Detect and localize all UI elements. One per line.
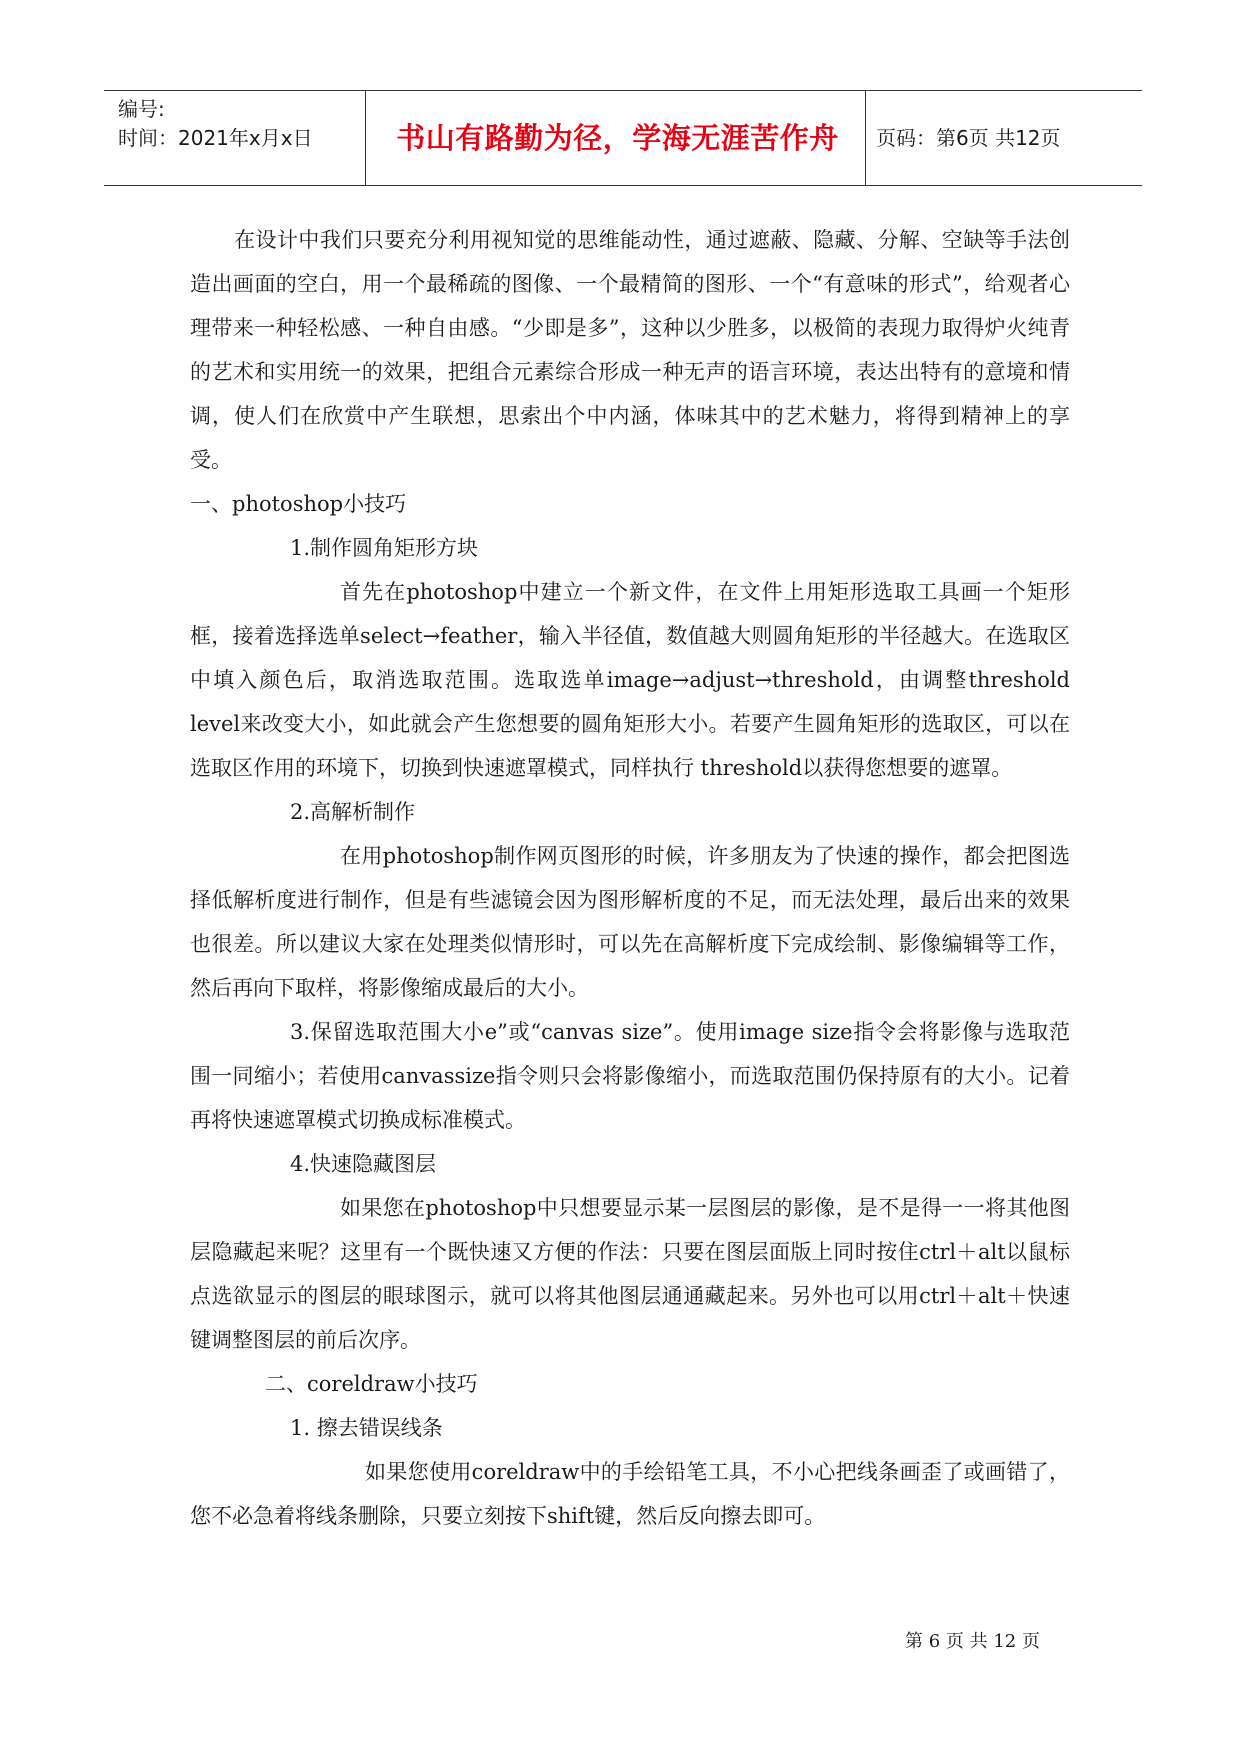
tip-paragraph-keep-selection: 3.保留选取范围大小e”或“canvas size”。使用image size指令会将影像与选取范围一同缩小；若使用canvassize指令则只会将影像缩小，而选取范围仍保持原有的大小。记着再将快速遮罩模式切换成标准模式。 — [190, 1020, 1070, 1132]
tip-heading-hide-layers: 4.快速隐藏图层 — [290, 1152, 437, 1176]
document-time: 时间：2021年x月x日 — [118, 126, 313, 150]
header-divider-right — [865, 91, 866, 185]
header-divider-left — [365, 91, 366, 185]
tip-paragraph-hide-layers: 如果您在photoshop中只想要显示某一层图层的影像，是不是得一一将其他图层隐藏起来呢？这里有一个既快速又方便的作法：只要在图层面版上同时按住ctrl＋alt以鼠标点选欲显示的图层的眼球图示，就可以将其他图层通通藏起来。另外也可以用ctrl＋alt＋快速键调整图层的前后次序。 — [190, 1196, 1070, 1352]
intro-paragraph: 在设计中我们只要充分利用视知觉的思维能动性，通过遮蔽、隐藏、分解、空缺等手法创造出画面的空白，用一个最稀疏的图像、一个最精简的图形、一个“有意味的形式”，给观者心理带来一种轻松感、一种自由感。“少即是多”，这种以少胜多，以极简的表现力取得炉火纯青的艺术和实用统一的效果，把组合元素综合形成一种无声的语言环境，表达出特有的意境和情调，使人们在欣赏中产生联想，思索出个中内涵，体味其中的艺术魅力，将得到精神上的享受。 — [190, 228, 1070, 472]
tip-paragraph-erase-lines: 如果您使用coreldraw中的手绘铅笔工具，不小心把线条画歪了或画错了，您不必急着将线条删除，只要立刻按下shift键，然后反向擦去即可。 — [190, 1460, 1070, 1528]
tip-paragraph-rounded-rect: 首先在photoshop中建立一个新文件，在文件上用矩形选取工具画一个矩形框，接着选择选单select→feather，输入半径值，数值越大则圆角矩形的半径越大。在选取区中填入颜色后，取消选取范围。选取选单image→adjust→threshold，由调整threshold level来改变大小，如此就会产生您想要的圆角矩形大小。若要产生圆角矩形的选取区，可以在选取区作用的环境下，切换到快速遮罩模式，同样执行 threshold以获得您想要的遮罩。 — [190, 580, 1070, 780]
header-motto: 书山有路勤为径，学海无涯苦作舟 — [396, 121, 839, 155]
section-heading-photoshop: 一、photoshop小技巧 — [190, 492, 407, 516]
document-body — [190, 218, 1070, 1538]
header-page-code: 页码：第6页 共12页 — [876, 126, 1061, 150]
header-meta — [118, 95, 368, 153]
tip-heading-rounded-rect: 1.制作圆角矩形方块 — [290, 536, 479, 560]
tip-heading-erase-lines: 1. 擦去错误线条 — [290, 1416, 443, 1440]
section-heading-coreldraw: 二、coreldraw小技巧 — [265, 1372, 478, 1396]
document-number-label: 编号: — [118, 97, 165, 121]
page-header — [104, 90, 1142, 186]
tip-heading-high-resolution: 2.高解析制作 — [290, 800, 416, 824]
page-footer: 第 6 页 共 12 页 — [905, 1631, 1040, 1652]
tip-paragraph-high-resolution: 在用photoshop制作网页图形的时候，许多朋友为了快速的操作，都会把图选择低解析度进行制作，但是有些滤镜会因为图形解析度的不足，而无法处理，最后出来的效果也很差。所以建议大家在处理类似情形时，可以先在高解析度下完成绘制、影像编辑等工作，然后再向下取样，将影像缩成最后的大小。 — [190, 844, 1070, 1000]
